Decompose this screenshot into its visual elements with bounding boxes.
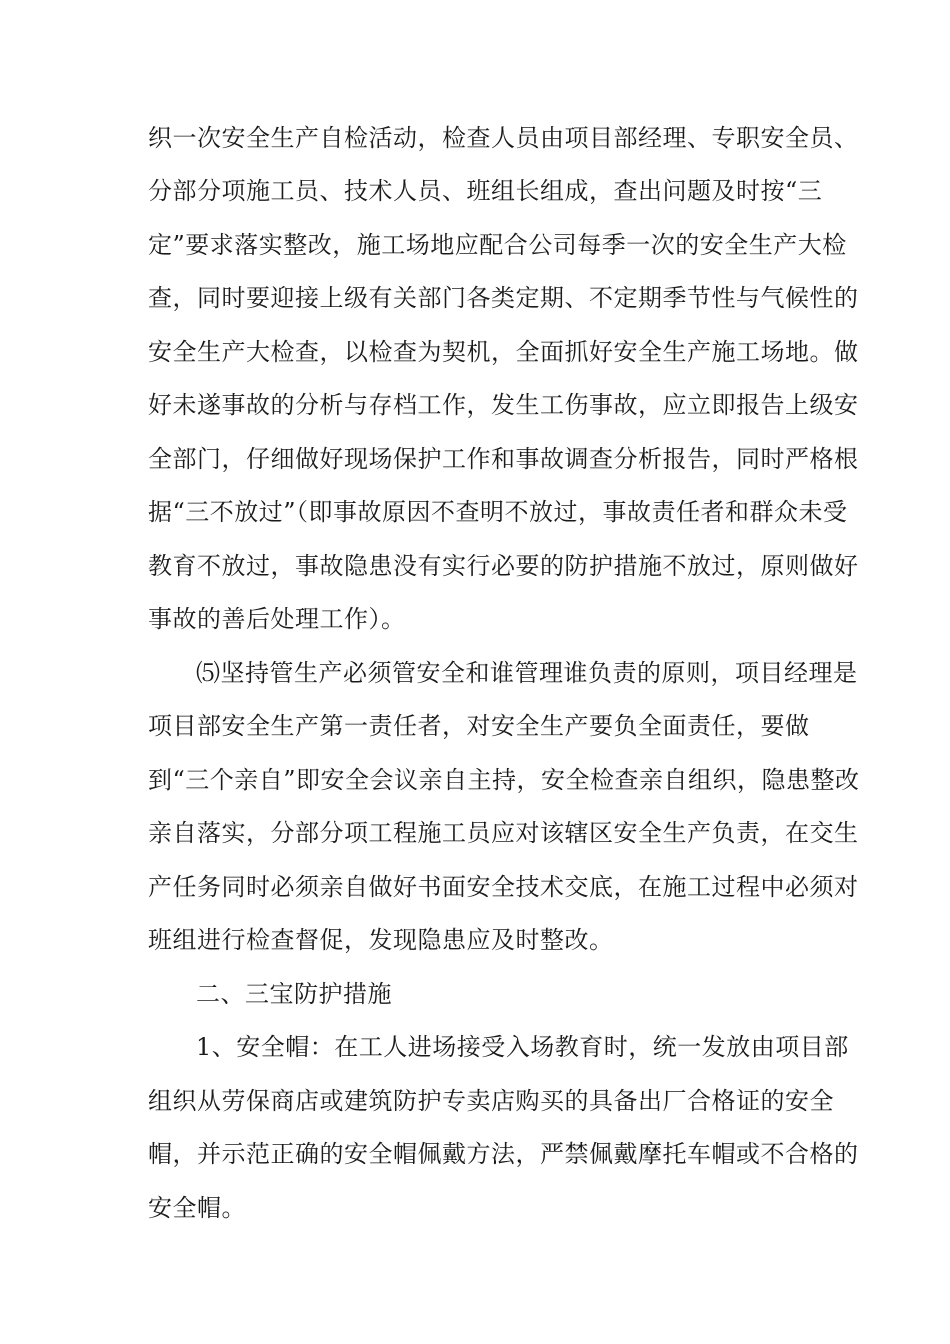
paragraph-line: 定”要求落实整改，施工场地应配合公司每季一次的安全生产大检 [148, 231, 847, 259]
paragraph-line: 亲自落实，分部分项工程施工员应对该辖区安全生产负责，在交生 [148, 819, 859, 847]
paragraph-line: 项目部安全生产第一责任者，对安全生产要负全面责任，要做 [148, 712, 810, 740]
paragraph-line: 1、安全帽：在工人进场接受入场教育时，统一发放由项目部 [196, 1033, 849, 1061]
paragraph-line: 分部分项施工员、技术人员、班组长组成，查出问题及时按“三 [148, 177, 823, 205]
paragraph-line: 教育不放过，事故隐患没有实行必要的防护措施不放过，原则做好 [148, 552, 859, 580]
paragraph-line: ⑸坚持管生产必须管安全和谁管理谁负责的原则，项目经理是 [196, 659, 858, 687]
paragraph-line: 织一次安全生产自检活动，检查人员由项目部经理、专职安全员、 [148, 124, 859, 152]
paragraph-line: 事故的善后处理工作）。 [148, 605, 406, 633]
paragraph-line: 到“三个亲自”即安全会议亲自主持，安全检查亲自组织，隐患整改 [148, 766, 860, 794]
paragraph-line: 全部门，仔细做好现场保护工作和事故调查分析报告，同时严格根 [148, 445, 859, 473]
paragraph-line: 安全帽。 [148, 1194, 246, 1222]
paragraph-line: 安全生产大检查，以检查为契机，全面抓好安全生产施工场地。做 [148, 338, 859, 366]
paragraph-line: 产任务同时必须亲自做好书面安全技术交底，在施工过程中必须对 [148, 873, 859, 901]
paragraph-line: 查，同时要迎接上级有关部门各类定期、不定期季节性与气候性的 [148, 284, 859, 312]
paragraph-line: 帽，并示范正确的安全帽佩戴方法，严禁佩戴摩托车帽或不合格的 [148, 1140, 859, 1168]
section-heading: 二、三宝防护措施 [196, 980, 392, 1008]
paragraph-line: 好未遂事故的分析与存档工作，发生工伤事故，应立即报告上级安 [148, 391, 859, 419]
paragraph-line: 据“三不放过”（即事故原因不查明不放过，事故责任者和群众未受 [148, 498, 848, 526]
paragraph-line: 班组进行检查督促，发现隐患应及时整改。 [148, 926, 614, 954]
paragraph-line: 组织从劳保商店或建筑防护专卖店购买的具备出厂合格证的安全 [148, 1087, 834, 1115]
